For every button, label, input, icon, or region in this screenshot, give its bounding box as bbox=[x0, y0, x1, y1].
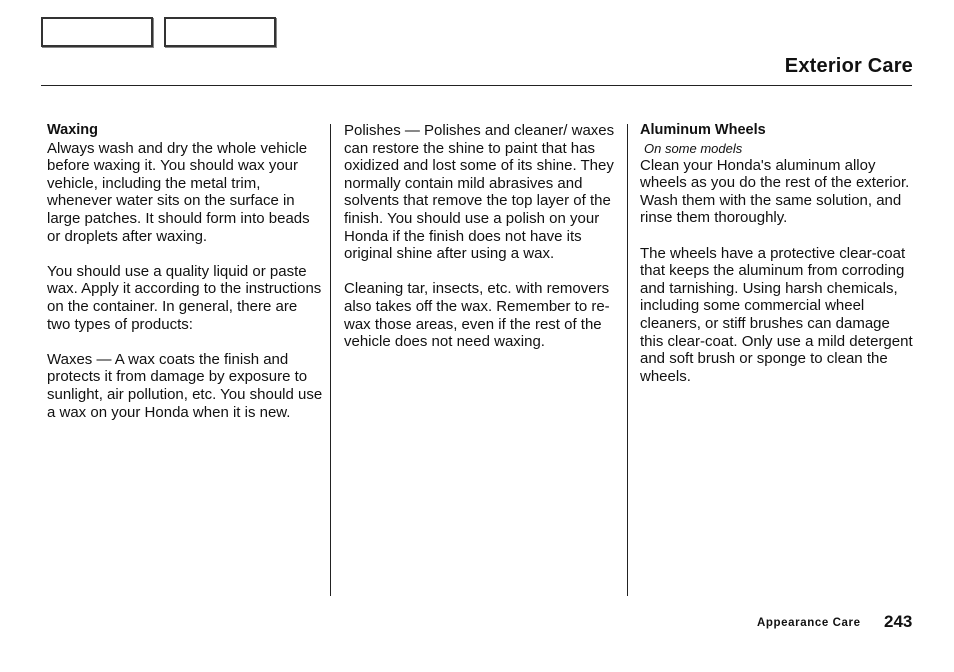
left-column bbox=[47, 122, 324, 421]
model-note: On some models bbox=[644, 140, 743, 156]
paragraph: The wheels have a protective clear-coat that keeps the aluminum from corroding and tarnishing. Using harsh chemicals, including some commercial wheel cleaners, or stiff brushes can damage this clear-coat. Only use a mild detergent and soft brush or sponge to clean the wheels. bbox=[640, 244, 913, 385]
aluminum-wheels-heading: Aluminum Wheels bbox=[640, 122, 766, 138]
waxing-heading: Waxing bbox=[47, 122, 99, 138]
page-number: 243 bbox=[884, 612, 913, 631]
page-title: Exterior Care bbox=[784, 55, 913, 77]
section-label: Appearance Care bbox=[757, 617, 861, 629]
title-divider bbox=[41, 85, 912, 86]
column-divider bbox=[330, 124, 331, 596]
right-column bbox=[640, 122, 915, 385]
paragraph: You should use a quality liquid or paste wax. Apply it according to the instructions on the container. In general, there are two types of products: bbox=[47, 262, 322, 333]
column-divider bbox=[627, 124, 628, 596]
next-page-button[interactable] bbox=[164, 17, 276, 47]
paragraph: Always wash and dry the whole vehicle before waxing it. You should wax your vehicle, including the metal trim, whenever water sits on the surface in large patches. It should form into beads or droplets after waxing. bbox=[47, 139, 310, 245]
paragraph: Cleaning tar, insects, etc. with removers also takes off the wax. Remember to re-wax those areas, even if the rest of the vehicle does not need waxing. bbox=[344, 280, 610, 351]
paragraph: Polishes — Polishes and cleaner/ waxes can restore the shine to paint that has oxidized and lost some of its shine. They normally contain mild abrasives and solvents that remove the top layer of the finish. You should use a polish on your Honda if the finish does not have its original shine after using a wax. bbox=[344, 122, 615, 263]
previous-page-button[interactable] bbox=[41, 17, 153, 47]
paragraph: Waxes — A wax coats the finish and protects it from damage by exposure to sunlight, air pollution, etc. You should use a wax on your Honda when it is new. bbox=[47, 350, 323, 421]
paragraph: Clean your Honda's aluminum alloy wheels as you do the rest of the exterior. Wash them with the same solution, and rinse them thoroughly. bbox=[640, 156, 910, 227]
middle-column bbox=[344, 122, 620, 351]
